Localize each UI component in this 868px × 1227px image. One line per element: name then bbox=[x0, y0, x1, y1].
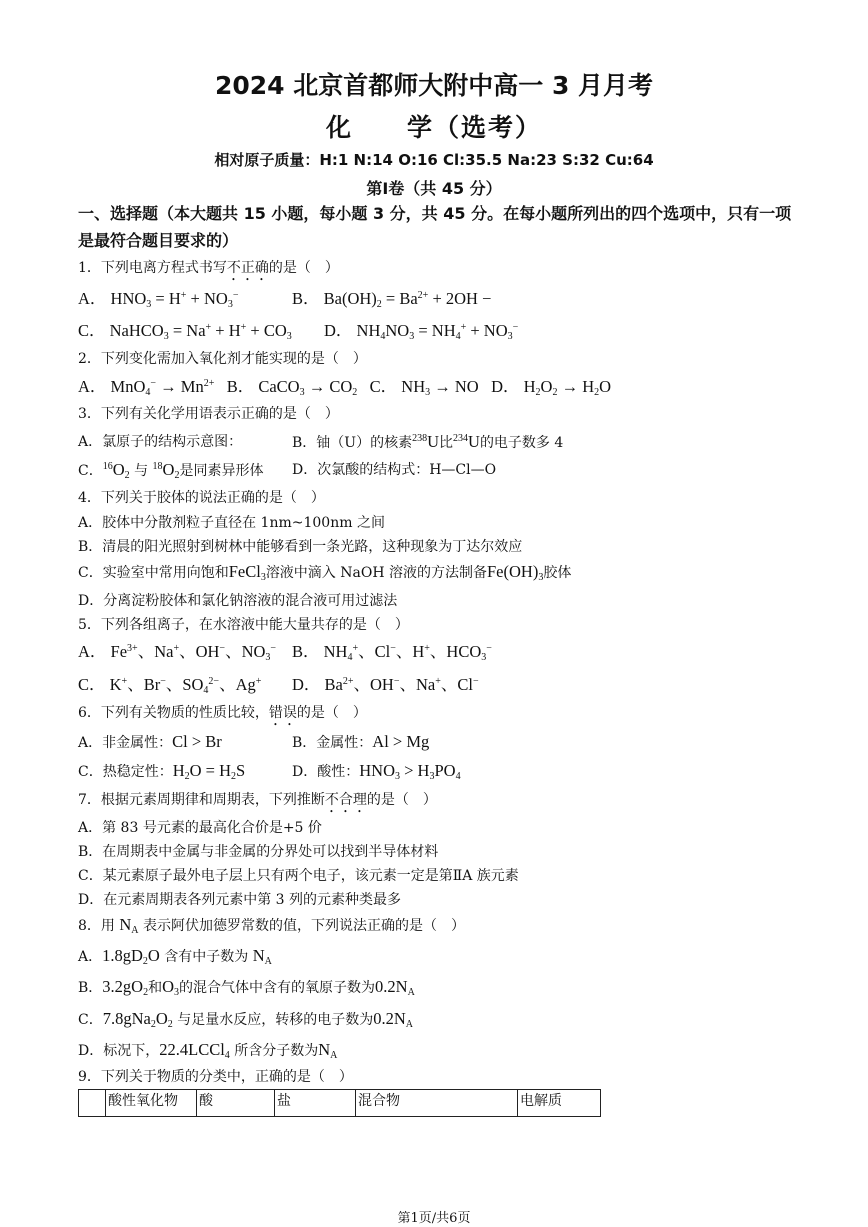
question-6-options-cd: C．热稳定性：$H_2O = H_2S$ D．酸性：$HNO_3 > H_3PO_4$ bbox=[78, 761, 461, 782]
question-3-options-cd: C．$^{16}O_2$ 与 $^{18}O_2$是同素异形体 D．次氯酸的结构式：H—Cl—O bbox=[78, 460, 497, 481]
question-6-stem: 6．下列有关物质的性质比较，错误的是（ ） bbox=[78, 705, 367, 721]
question-4-stem: 4．下列关于胶体的说法正确的是（ ） bbox=[78, 490, 325, 506]
table-header-cell: 电解质 bbox=[518, 1090, 601, 1117]
question-4-option-a: A．胶体中分散剂粒子直径在 1nm~100nm 之间 bbox=[78, 515, 385, 531]
table-header-cell bbox=[79, 1090, 106, 1117]
question-8-option-b: B．$3.2gO_2$和$O_3$的混合气体中含有的氧原子数为$0.2N_A$ bbox=[78, 977, 415, 998]
question-1-stem: 1．下列电离方程式书写不正确的是（ ） bbox=[78, 260, 339, 276]
question-8-option-d: D．标况下，22.4LCCl$_4$ 所含分子数为$N_A$ bbox=[78, 1040, 338, 1061]
table-header-cell: 混合物 bbox=[356, 1090, 518, 1117]
table-header-cell: 酸 bbox=[197, 1090, 275, 1117]
question-7-option-d: D．在元素周期表各列元素中第 3 列的元素种类最多 bbox=[78, 892, 402, 908]
question-6-options-ab: A．非金属性：Cl > Br B．金属性：Al > Mg bbox=[78, 732, 430, 751]
question-8-option-a: A．$1.8gD_2O$ 含有中子数为 $N_A$ bbox=[78, 946, 272, 967]
question-8-stem: 8．用 $N_A$ 表示阿伏加德罗常数的值，下列说法正确的是（ ） bbox=[78, 915, 465, 936]
atomic-masses: 相对原子质量：H:1 N:14 O:16 Cl:35.5 Na:23 S:32 Cu:64 bbox=[214, 151, 654, 169]
question-5-options-cd: C． K+、Br−、$SO_4^{2-}$、Ag+ D． $Ba^{2+}$、OH−、Na+、Cl− bbox=[78, 675, 479, 696]
question-3-stem: 3．下列有关化学用语表示正确的是（ ） bbox=[78, 406, 339, 422]
question-4-option-b: B．清晨的阳光照射到树林中能够看到一条光路，这种现象为丁达尔效应 bbox=[78, 539, 523, 555]
question-5-stem: 5．下列各组离子，在水溶液中能大量共存的是（ ） bbox=[78, 617, 409, 633]
question-7-option-c: C．某元素原子最外电子层上只有两个电子，该元素一定是第ⅡA 族元素 bbox=[78, 868, 519, 884]
question-1-options-ab: A． $HNO_3 = H^+ + NO_3^-$ B． $Ba(OH)_2 = Ba^{2+} + 2OH$ − bbox=[78, 289, 492, 310]
question-7-option-a: A．第 83 号元素的最高化合价是+5 价 bbox=[78, 820, 322, 836]
question-5-options-ab: A． $Fe^{3+}$、Na+、OH−、$NO_3^-$ B． $NH_4^+$、Cl−、H+、$HCO_3^-$ bbox=[78, 642, 492, 663]
table-header-cell: 酸性氧化物 bbox=[106, 1090, 197, 1117]
question-1-options-cd: C． NaHCO$_3$ = $Na^+ + H^+ + CO_3$ D． $NH_4NO_3 = NH_4^+ + NO_3^-$ bbox=[78, 321, 519, 342]
question-2-options: A． $MnO_4^- \to Mn^{2+}$ B． CaCO$_3$ → $CO_2$ C． $NH_3$ → NO D． $H_2O_2 \to H_2O$ bbox=[78, 377, 612, 398]
question-4-option-d: D．分离淀粉胶体和氯化钠溶液的混合液可用过滤法 bbox=[78, 593, 398, 609]
section-heading: 一、选择题（本大题共 15 小题，每小题 3 分，共 45 分。在每小题所列出的四个选项中，只有一项是最符合题目要求的） bbox=[78, 204, 792, 250]
question-2-stem: 2．下列变化需加入氧化剂才能实现的是（ ） bbox=[78, 351, 367, 367]
question-9-stem: 9．下列关于物质的分类中，正确的是（ ） bbox=[78, 1069, 353, 1085]
table-header-row bbox=[79, 1090, 601, 1117]
question-4-option-c: C．实验室中常用向饱和FeCl$_3$溶液中滴入 NaOH 溶液的方法制备$Fe(OH)_3$胶体 bbox=[78, 562, 572, 583]
exam-title: 2024 北京首都师大附中高一 3 月月考 bbox=[214, 71, 654, 100]
question-7-stem: 7．根据元素周期律和周期表，下列推断不合理的是（ ） bbox=[78, 792, 437, 808]
classification-table bbox=[78, 1089, 601, 1117]
question-3-options-ab: A．氯原子的结构示意图： B．铀（U）的核素$^{238}$U比$^{234}$U的电子数多 4 bbox=[78, 432, 564, 451]
question-8-option-c: C．$7.8gNa_2O_2$ 与足量水反应，转移的电子数为$0.2N_A$ bbox=[78, 1009, 413, 1030]
table-header-cell: 盐 bbox=[275, 1090, 356, 1117]
question-7-option-b: B．在周期表中金属与非金属的分界处可以找到半导体材料 bbox=[78, 844, 439, 860]
part-title: 第Ⅰ卷（共 45 分） bbox=[366, 179, 502, 198]
page-number: 第1页/共6页 bbox=[397, 1211, 471, 1226]
subject-title: 化 学（选考） bbox=[325, 113, 542, 142]
